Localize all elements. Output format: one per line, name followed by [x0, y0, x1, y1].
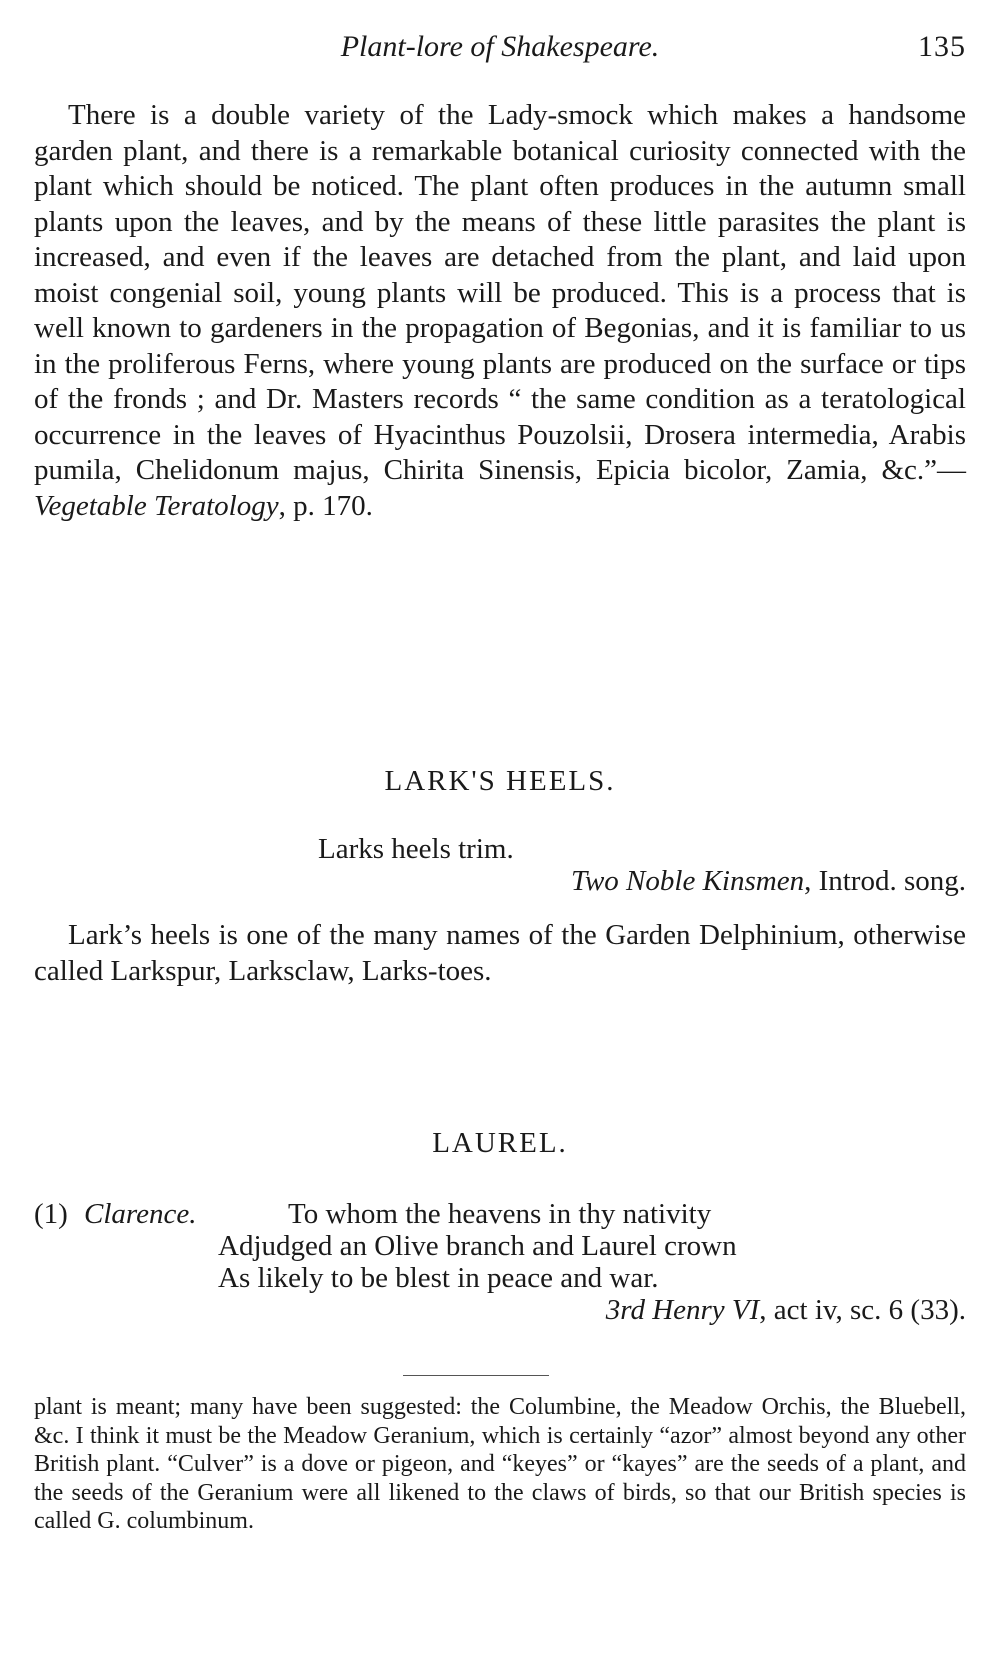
paragraph-text: Lark’s heels is one of the many names of the Garden Delphinium, otherwise called Larkspur, Larksclaw, Larks-toes.: [34, 919, 966, 987]
page-number: 135: [918, 30, 966, 63]
source-page: , p. 170.: [278, 489, 373, 522]
running-title: Plant-lore of Shakespeare.: [340, 30, 660, 63]
verse-line-2: Adjudged an Olive branch and Laurel crown: [218, 1230, 737, 1262]
verse-line-3: As likely to be blest in peace and war.: [218, 1262, 659, 1294]
source-title: Vegetable Teratology: [34, 489, 279, 522]
verse-quote: Larks heels trim.: [318, 833, 514, 865]
citation-number: (1): [34, 1198, 68, 1230]
footnote: plant is meant; many have been suggested: the Columbine, the Meadow Orchis, the Bluebell, &c. I think it must be the Meadow Geranium, which is certainly “azor” almost beyond any other British plant. “Culver” is a dove or pigeon, and “keyes” or “kayes” are the seeds of a plant, and the seeds of the Geranium were all likened to the claws of birds, so that our British species is called G. columbinum.: [34, 1394, 966, 1534]
larks-heels-paragraph: [34, 918, 966, 989]
section-heading-larks-heels: LARK'S HEELS.: [384, 765, 616, 797]
speaker-name: Clarence.: [84, 1198, 197, 1230]
verse-line-1: To whom the heavens in thy nativity: [288, 1198, 712, 1230]
verse-source: [606, 1294, 966, 1327]
page-header: [0, 30, 1000, 70]
section-heading-laurel: LAUREL.: [432, 1127, 568, 1159]
source-detail: , Introd. song.: [804, 865, 966, 897]
paragraph-text: There is a double variety of the Lady-smock which makes a handsome garden plant, and there is a remarkable botanical curiosity connected with the plant which should be noticed. The plant often produces in the autumn small plants upon the leaves, and by the means of these little parasites the plant is increased, and even if the leaves are detached from the plant, and laid upon moist congenial soil, young plants will be produced. This is a process that is well known to gardeners in the propagation of Begonias, and it is familiar to us in the proliferous Ferns, where young plants are produced on the surface or tips of the fronds ; and Dr. Masters records “ the same condition as a teratological occurrence in the leaves of Hyacinthus Pouzolsii, Drosera intermedia, Arabis pumila, Chelidonum majus, Chirita Sinensis, Epicia bicolor, Zamia, &c.”—: [34, 99, 966, 486]
verse-source: [571, 865, 966, 898]
source-title: 3rd Henry VI: [605, 1294, 760, 1326]
source-title: Two Noble Kinsmen: [570, 865, 805, 897]
footnote-divider: [403, 1375, 549, 1376]
lady-smock-paragraph: [34, 98, 966, 524]
source-detail: , act iv, sc. 6 (33).: [759, 1294, 966, 1326]
